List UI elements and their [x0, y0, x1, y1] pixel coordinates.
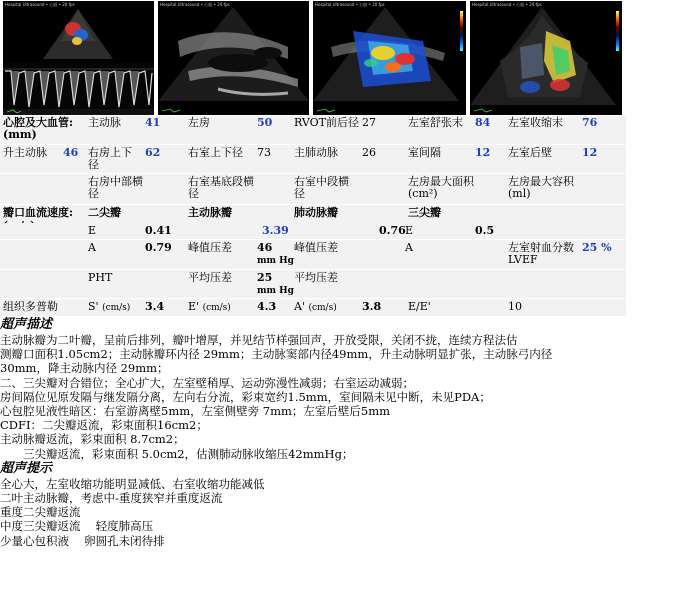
- image-header: Hospital Ultrasound • 心脏 • 20 fps: [315, 2, 385, 7]
- label-lvedd: 左室舒张末: [408, 116, 463, 129]
- description-line: CDFI：二尖瓣返流，彩束面积16cm2；: [0, 418, 208, 433]
- label-mitral-e: E: [88, 224, 97, 237]
- value-mitral-a: 0.79: [145, 241, 172, 254]
- value-e-prime: 4.3: [257, 300, 277, 313]
- value-ascending-aorta: 46: [63, 146, 79, 159]
- label-aortic-mean-gradient: 平均压差: [188, 271, 232, 284]
- color-scale: [460, 11, 463, 51]
- value-rv-length: 73: [257, 146, 271, 159]
- value-main-pa: 26: [362, 146, 376, 159]
- value-s-prime: 3.4: [145, 300, 165, 313]
- conclusion-title: 超声提示: [0, 460, 53, 476]
- value-ra-length: 62: [145, 146, 161, 159]
- label-lvef: 左室射血分数LVEF: [508, 241, 574, 266]
- ultrasound-image-color-flow[interactable]: [313, 1, 466, 115]
- ultrasound-image-doppler[interactable]: [3, 1, 154, 115]
- description-line: 主动脉瓣返流，彩束面积 8.7cm2；: [0, 432, 185, 447]
- label-rvot: RVOT前后径: [294, 116, 359, 129]
- conclusion-line: 二叶主动脉瓣，考虑中-重度狭窄并重度返流: [0, 491, 223, 506]
- header-mitral: 二尖瓣: [88, 206, 121, 219]
- plax-image: [158, 1, 309, 115]
- value-ivs: 12: [475, 146, 491, 159]
- unit-aortic-peak-gradient: mm Hg: [257, 256, 294, 266]
- ultrasound-image-apical-color[interactable]: [470, 1, 622, 115]
- value-aortic-mean-gradient: 25: [257, 271, 273, 284]
- label-pht: PHT: [88, 271, 113, 284]
- color-scale: [616, 11, 619, 51]
- label-lvpw: 左室后壁: [508, 146, 552, 159]
- value-e-e-prime: 10: [508, 300, 522, 313]
- table-row: [0, 145, 626, 173]
- doppler-image: [3, 1, 154, 115]
- label-tricuspid-a: A: [405, 241, 413, 254]
- value-a-prime: 3.8: [362, 300, 382, 313]
- table-row: [0, 270, 626, 298]
- value-lvedd: 84: [475, 116, 491, 129]
- label-tissue-doppler: 组织多普勒: [3, 300, 58, 313]
- description-line: 30mm，降主动脉内径 29mm；: [0, 361, 169, 376]
- label-pulmonary-peak-gradient: 峰值压差: [294, 241, 338, 254]
- label-ra-mid: 右房中部横径: [88, 175, 143, 200]
- label-e-e-prime: E/E': [408, 300, 431, 313]
- label-e-prime: E' (cm/s): [188, 300, 231, 313]
- header-aortic: 主动脉瓣: [188, 206, 232, 219]
- label-la-volume: 左房最大容积(ml): [508, 175, 574, 200]
- section-valve-velocity: 瓣口血流速度:: [3, 206, 74, 219]
- conclusion-line: 中度三尖瓣返流 轻度肺高压: [0, 519, 154, 534]
- conclusion-line: 全心大，左室收缩功能明显减低、右室收缩功能减低: [0, 476, 265, 491]
- value-aortic-velocity: 3.39: [262, 224, 289, 237]
- value-aorta: 41: [145, 116, 161, 129]
- table-row: [0, 299, 626, 316]
- label-a-prime: A' (cm/s): [294, 300, 337, 313]
- label-la-area: 左房最大面积(cm²): [408, 175, 474, 200]
- value-tricuspid-e: 0.5: [475, 224, 495, 237]
- image-header: Hospital Ultrasound • 心脏 • 20 fps: [472, 2, 542, 7]
- section-unit: (mm): [3, 128, 37, 141]
- table-row: [0, 223, 626, 239]
- label-ascending-aorta: 升主动脉: [3, 146, 47, 159]
- label-left-atrium: 左房: [188, 116, 210, 129]
- color-flow-image: [313, 1, 466, 115]
- apical-color-image: [470, 1, 622, 115]
- table-row: [0, 116, 626, 144]
- label-main-pa: 主肺动脉: [294, 146, 338, 159]
- conclusion-line: 少量心包积液 卵圆孔未闭待排: [0, 533, 165, 548]
- value-mitral-e: 0.41: [145, 224, 172, 237]
- value-lvef: 25 %: [582, 241, 612, 254]
- unit-aortic-mean-gradient: mm Hg: [257, 286, 294, 296]
- label-ivs: 室间隔: [408, 146, 441, 159]
- conclusion-line: 重度二尖瓣返流: [0, 505, 81, 520]
- label-rv-length: 右室上下径: [188, 146, 243, 159]
- label-ra-length: 右房上下径: [88, 146, 132, 171]
- label-lvesd: 左室收缩末: [508, 116, 563, 129]
- label-aorta: 主动脉: [88, 116, 121, 129]
- ultrasound-images: [0, 0, 682, 116]
- header-pulmonary: 肺动脉瓣: [294, 206, 338, 219]
- value-lvpw: 12: [582, 146, 598, 159]
- description-line: 心包腔见液性暗区：右室游离壁5mm，左室侧壁旁 7mm；左室后壁后5mm: [0, 404, 391, 419]
- ultrasound-image-plax[interactable]: [158, 1, 309, 115]
- image-header: Hospital Ultrasound • 心脏 • 20 fps: [5, 2, 75, 7]
- value-rvot: 27: [362, 116, 376, 129]
- description-line: 主动脉瓣为二叶瓣，呈前后排列，瓣叶增厚，并见结节样强回声，开放受限，关闭不拢，连续方程法估: [0, 333, 518, 347]
- label-aortic-peak-gradient: 峰值压差: [188, 241, 232, 254]
- label-tricuspid-e: E: [405, 224, 414, 237]
- table-row: [0, 174, 626, 204]
- description-title: 超声描述: [0, 317, 53, 332]
- description-line: 三尖瓣返流，彩束面积 5.0cm2，估测肺动脉收缩压42mmHg；: [0, 446, 354, 461]
- report-text: [0, 317, 682, 548]
- header-tricuspid: 三尖瓣: [408, 206, 441, 219]
- table-row: [0, 240, 626, 269]
- label-rv-base: 右室基底段横径: [188, 175, 254, 200]
- description-line: 二、三尖瓣对合错位；全心扩大，左室壁稍厚、运动弥漫性减弱；右室运动减弱；: [0, 375, 414, 390]
- section-heavity-chambers: 心腔及大血管:: [3, 116, 74, 129]
- value-pulmonary-velocity: 0.76: [379, 224, 406, 237]
- value-lvesd: 76: [582, 116, 598, 129]
- image-header: Hospital Ultrasound • 心脏 • 20 fps: [160, 2, 230, 7]
- description-line: 房间隔位见原发隔与继发隔分离，左向右分流，彩束宽约1.5mm，室间隔未见中断，未见PDA；: [0, 389, 491, 404]
- label-rv-mid: 右室中段横径: [294, 175, 349, 200]
- label-mitral-a: A: [88, 241, 96, 254]
- description-line: 测瓣口面积1.05cm2；主动脉瓣环内径 29mm；主动脉窦部内径49mm，升主动脉明显扩张，主动脉弓内径: [0, 347, 553, 362]
- value-left-atrium: 50: [257, 116, 273, 129]
- value-aortic-peak-gradient: 46: [257, 241, 273, 254]
- label-pulmonary-mean-gradient: 平均压差: [294, 271, 338, 284]
- label-s-prime: S' (cm/s): [88, 300, 131, 313]
